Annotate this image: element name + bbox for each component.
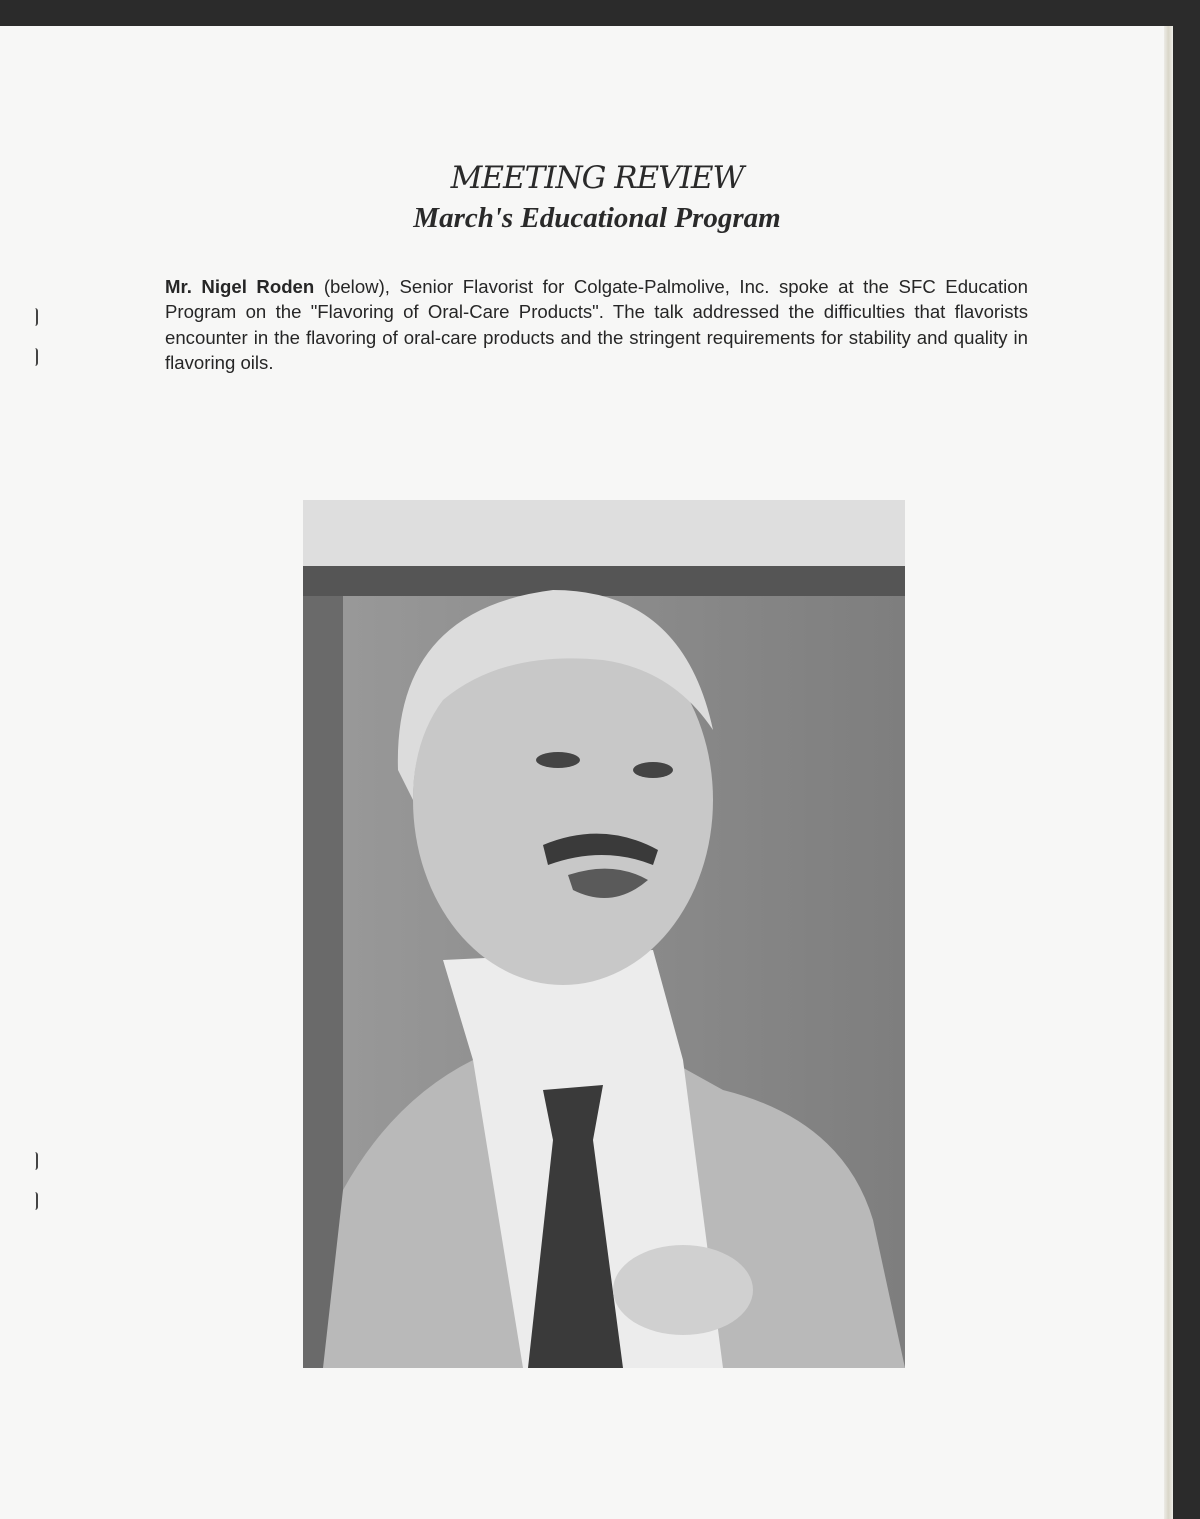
speaker-photo-image xyxy=(303,500,905,1368)
binding-mark xyxy=(33,348,38,366)
page-title: MEETING REVIEW xyxy=(450,160,744,196)
page-subtitle: March's Educational Program xyxy=(413,202,781,234)
binding-mark xyxy=(33,1192,38,1210)
speaker-photo xyxy=(303,500,905,1368)
speaker-name: Mr. Nigel Roden xyxy=(165,276,315,297)
binding-mark xyxy=(33,308,38,326)
page-edge xyxy=(1164,26,1173,1519)
article-paragraph xyxy=(165,274,1028,375)
binding-mark xyxy=(33,1152,38,1170)
article-text: (below), Senior Flavorist for Colgate-Palmolive, Inc. spoke at the SFC Education Program on the "Flavoring of Oral-Care Products". The talk addressed the difficulties that flavorists encounter in the flavoring of oral-care products and the stringent requirements for stability and quality in flavoring oils. xyxy=(165,276,1028,373)
